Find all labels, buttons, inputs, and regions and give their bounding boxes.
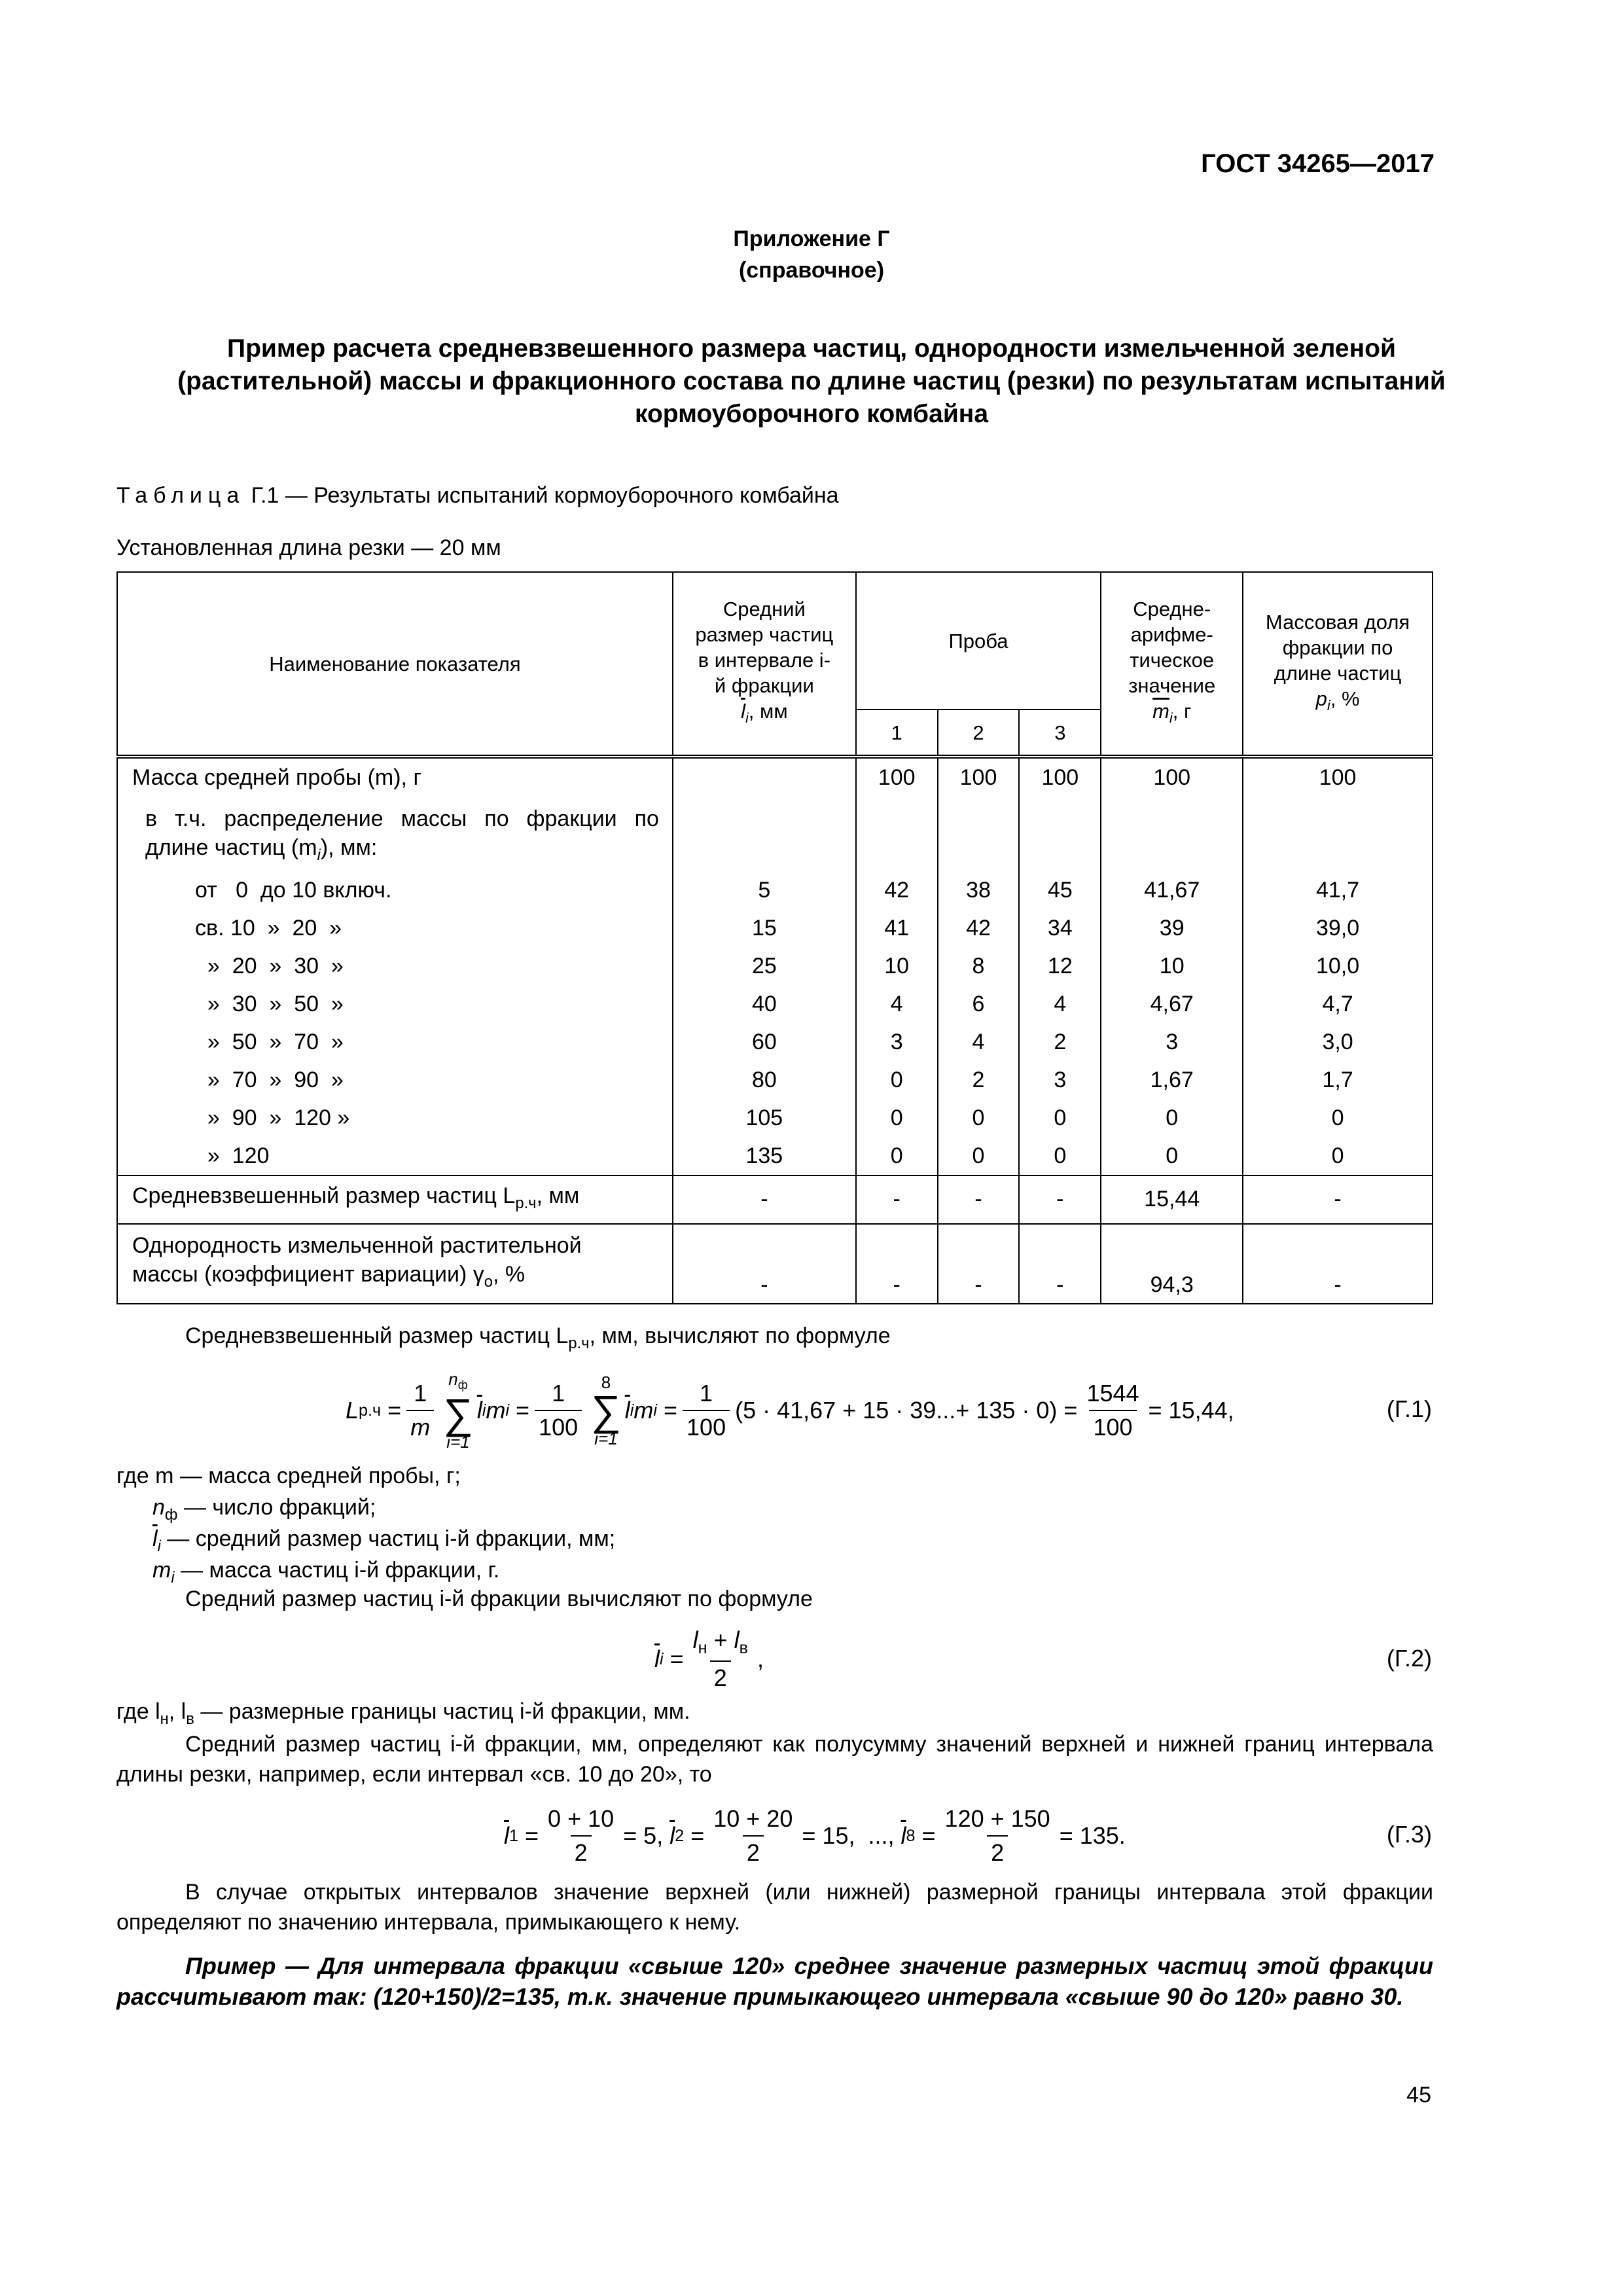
paragraph-mean-size: Средний размер частиц i-й фракции вычисляют по формуле [185, 1587, 813, 1611]
header-mass-share: Массовая доля фракции по длине частиц $p_i$, % [1243, 572, 1433, 757]
formula-g3: $\overline{l}$ 1 = $\frac{0 + 10}{2}$ = 5, $\overline{l}$ 2 = $\frac{10 + 20}{2}$ = 15, ..., $\overline{l}$ 8 = $\frac{120 + 150}{2}$ = 135. [504, 1805, 1126, 1866]
results-table [116, 571, 1433, 1304]
equation-number-g3: (Г.3) [1386, 1821, 1432, 1848]
table-caption: Таблица Г.1 — Результаты испытаний кормоуборочного комбайна [116, 483, 839, 508]
table-row: » 20 » 30 » 25 10 8 12 10 10,0 [117, 947, 1433, 985]
paragraph-half-sum: Средний размер частиц i-й фракции, мм, определяют как полусумму значений верхней и нижней границ интервала длины резки, например, если интервал «св. 10 до 20», то [116, 1732, 1433, 1787]
table-row-uniformity: Однородность измельченной растительной массы (коэффициент вариации) $\gamma_о$, % - - - - 94,3 - [117, 1224, 1433, 1304]
header-name: Наименование показателя [117, 572, 673, 757]
example-note: Пример — Для интервала фракции «свыше 120» среднее значение размерных частиц этой фракции рассчитывают так: (120+150)/2=135, т.к. значение примыкающего интервала «свыше 90 до 120» равно 30. [116, 1952, 1433, 2010]
table-row: » 90 » 120 » 105 0 0 0 0 0 [117, 1099, 1433, 1137]
where-mean-size: $\overline{l}_i$ — средний размер частиц i-й фракции, мм; [152, 1526, 616, 1555]
paragraph-weighted-size: Средневзвешенный размер частиц $L_{р.ч}$, мм, вычисляют по формуле [185, 1323, 891, 1352]
appendix-heading: Пример расчета средневзвешенного размера частиц, однородности измельченной зеленой (растительной) массы и фракционного состава по длине частиц (резки) по результатам испытаний кормоуборочного комбайна [177, 334, 1446, 428]
table-row-mass: Масса средней пробы (m), г 100 100 100 100 100 [117, 757, 1433, 803]
table-row-distribution-label: в т.ч. распределение массы по фракции по длине частиц $(m_i)$, мм: [117, 803, 1433, 871]
document-code: ГОСТ 34265—2017 [1201, 149, 1435, 178]
annex-title: Приложение Г [733, 226, 890, 251]
where-bounds: где $l_н$, $l_в$ — размерные границы частиц i-й фракции, мм. [116, 1699, 690, 1728]
formula-g1: L р.ч = $\frac{1}{m}$ $n_ф$ ∑ i=1 $\overline{l}$ i m i = $\frac{1}{100}$ 8 ∑ i=1 $\overline{l}$ i m i = $\frac{1}{100}$ (5 · 41,67 + 15 · 39...+ 135 · 0) = $\frac{1544}{100}$ = 15,44, [346, 1369, 1234, 1452]
header-arith-mean: Средне-арифме-тическое значение $\overline{m}_i$, г [1101, 572, 1243, 757]
table-row-weighted-size: Средневзвешенный размер частиц $L_{р.ч}$, мм - - - - 15,44 - [117, 1175, 1433, 1224]
page-number: 45 [1406, 2083, 1431, 2108]
table-row: » 120 135 0 0 0 0 0 [117, 1137, 1433, 1175]
header-sample: Проба [856, 572, 1101, 709]
annex-subtitle: (справочное) [738, 258, 885, 283]
header-mean-size: Средний размер частиц в интервале i-й фракции $\overline{l}_i$, мм [673, 572, 856, 757]
paragraph-open-intervals: В случае открытых интервалов значение верхней (или нижней) размерной границы интервала этой фракции определяют по значению интервала, примыкающего к нему. [116, 1880, 1433, 1935]
where-fractions: $n_ф$ — число фракций; [152, 1495, 376, 1524]
formula-g2: $\overline{l}$ i = $\frac{l_н + l_в}{2}$ , [654, 1626, 764, 1692]
where-fraction-mass: $m_i$ — масса частиц i-й фракции, г. [152, 1558, 500, 1587]
header-sample-3: 3 [1019, 709, 1101, 757]
equation-number-g1: (Г.1) [1386, 1395, 1432, 1422]
table-row: св. 10 » 20 » 15 41 42 34 39 39,0 [117, 909, 1433, 947]
cut-length-note: Установленная длина резки — 20 мм [116, 535, 501, 560]
where-mass: где m — масса средней пробы, г; [116, 1463, 461, 1488]
table-row: » 70 » 90 » 80 0 2 3 1,67 1,7 [117, 1061, 1433, 1099]
table-row: » 30 » 50 » 40 4 6 4 4,67 4,7 [117, 985, 1433, 1023]
equation-number-g2: (Г.2) [1386, 1645, 1432, 1672]
table-row: » 50 » 70 » 60 3 4 2 3 3,0 [117, 1023, 1433, 1061]
header-sample-2: 2 [938, 709, 1020, 757]
table-row: от 0 до 10 включ. 5 42 38 45 41,67 41,7 [117, 871, 1433, 909]
header-sample-1: 1 [856, 709, 938, 757]
